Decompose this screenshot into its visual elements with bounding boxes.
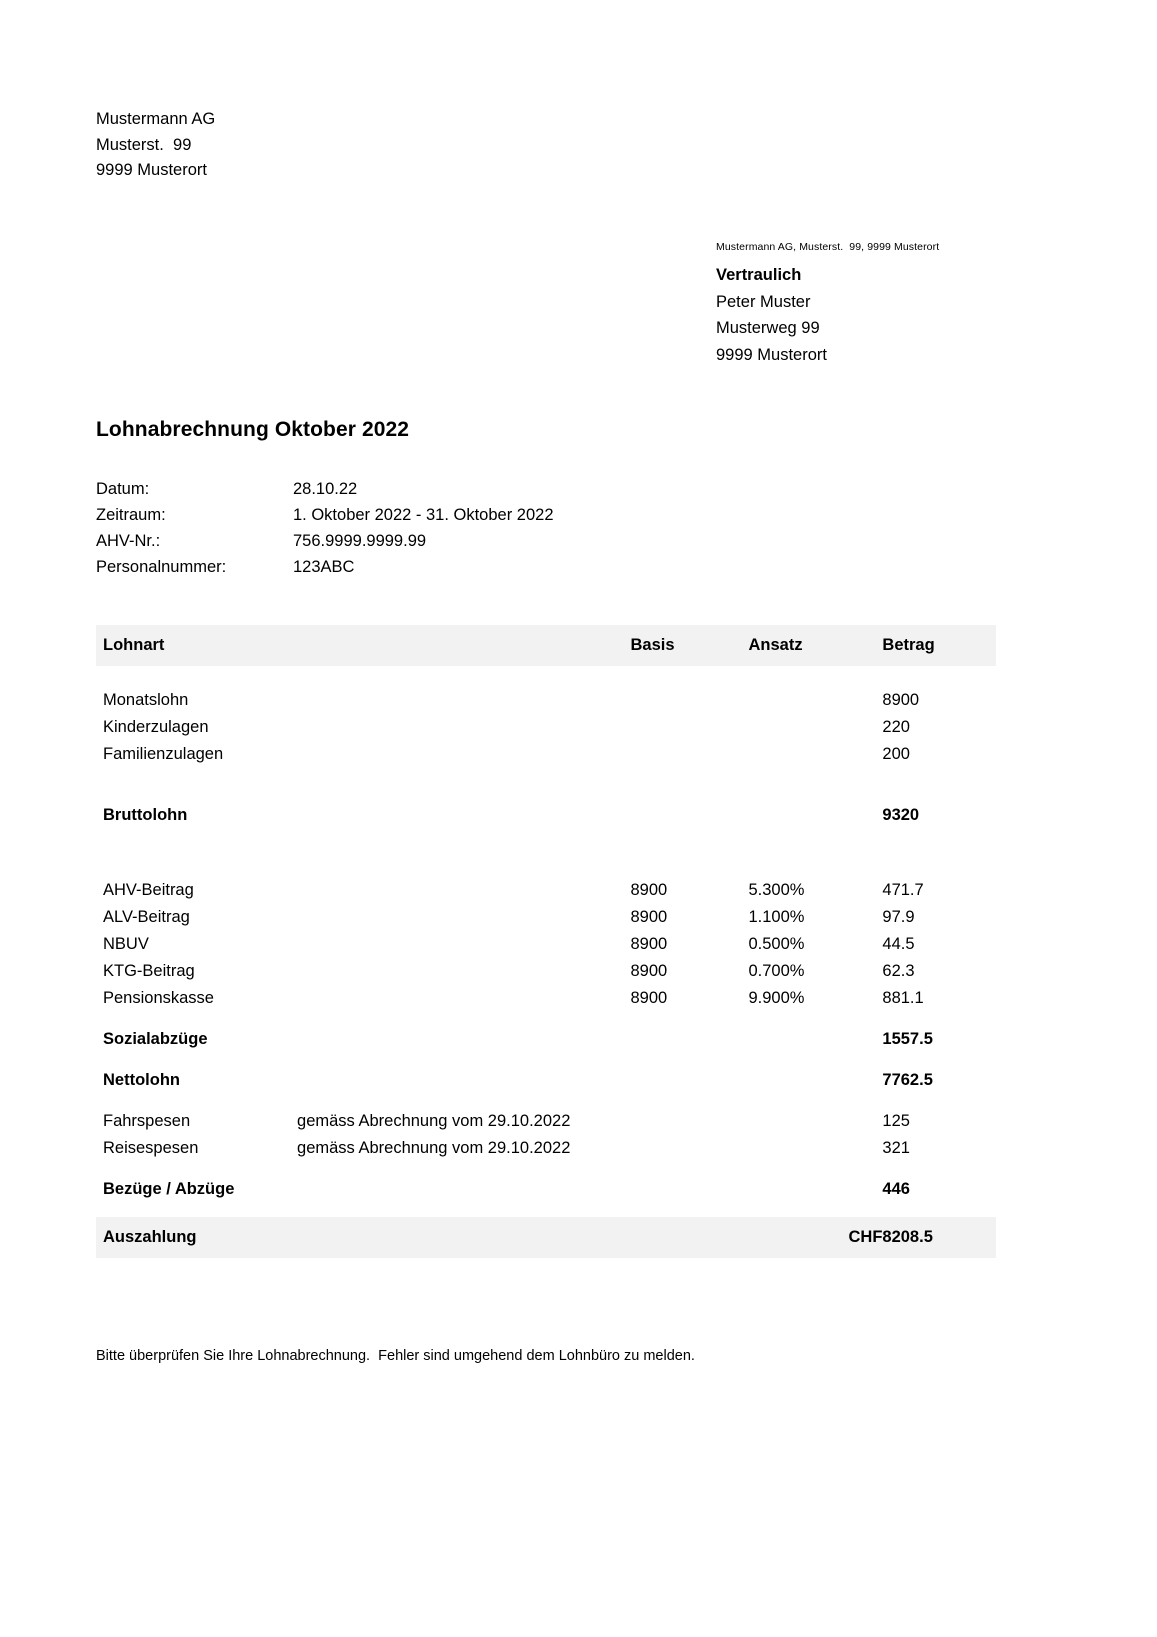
table-row: [96, 985, 996, 1012]
deductions-total-ansatz: [749, 1026, 883, 1053]
row-betrag: 881.1: [882, 989, 924, 1007]
row-basis: 8900: [630, 962, 668, 980]
row-basis: 8900: [630, 989, 668, 1007]
deductions-total-basis: [630, 1026, 748, 1053]
row-ansatz: 9.900%: [748, 989, 805, 1007]
row-label: Fahrspesen: [103, 1112, 191, 1130]
meta-value-datum: 28.10.22: [293, 480, 358, 498]
spacer-cell: [96, 1012, 996, 1026]
return-address-line: Mustermann AG, Musterst. 99, 9999 Musterort: [716, 241, 940, 253]
gross-total-betrag: 9320: [882, 806, 920, 824]
meta-row-personalnummer: [96, 554, 554, 580]
table-row: [96, 741, 996, 768]
row-betrag: 200: [882, 745, 910, 763]
recipient-name: Peter Muster: [716, 292, 811, 311]
expenses-total-description: [297, 1176, 630, 1203]
net-pay-row: [96, 1067, 996, 1094]
net-pay-ansatz: [749, 1067, 883, 1094]
meta-value-personalnummer: 123ABC: [293, 558, 355, 576]
sender-city: 9999 Musterort: [96, 161, 207, 180]
meta-label-datum: Datum:: [96, 480, 150, 498]
gross-total-label: Bruttolohn: [103, 806, 188, 824]
meta-row-zeitraum: [96, 502, 554, 528]
row-label: Reisespesen: [103, 1139, 199, 1157]
spacer-cell: [96, 1094, 996, 1108]
gross-total-row: [96, 802, 996, 829]
column-header-ansatz: Ansatz: [748, 636, 803, 654]
table-row: [96, 877, 996, 904]
spacer-cell: [96, 1162, 996, 1176]
row-description: [297, 958, 630, 985]
table-row: [96, 714, 996, 741]
table-row: [96, 1135, 996, 1162]
row-betrag: 125: [882, 1112, 910, 1130]
row-basis: 8900: [630, 935, 668, 953]
column-header-lohnart: Lohnart: [103, 636, 165, 654]
meta-value-ahv-nr: 756.9999.9999.99: [293, 532, 427, 550]
row-basis: [630, 1108, 748, 1135]
row-basis: [630, 741, 748, 768]
row-betrag: 97.9: [882, 908, 915, 926]
meta-label-personalnummer: Personalnummer:: [96, 558, 227, 576]
row-ansatz: 5.300%: [748, 881, 805, 899]
spacer-cell: [96, 829, 996, 863]
expenses-total-label: Bezüge / Abzüge: [103, 1180, 235, 1198]
row-ansatz: [749, 1108, 883, 1135]
expenses-total-betrag: 446: [882, 1180, 910, 1198]
row-basis: [630, 1135, 748, 1162]
row-label: KTG-Beitrag: [103, 962, 195, 980]
payout-amount: 8208.5: [882, 1228, 933, 1246]
row-basis: [630, 687, 748, 714]
net-pay-betrag: 7762.5: [882, 1071, 933, 1089]
row-basis: 8900: [630, 881, 668, 899]
table-row: [96, 958, 996, 985]
table-row: [96, 931, 996, 958]
table-row: [96, 904, 996, 931]
gross-total-description: [297, 802, 630, 829]
row-description: [297, 877, 630, 904]
expenses-total-basis: [630, 1176, 748, 1203]
row-betrag: 8900: [882, 691, 920, 709]
confidential-label: Vertraulich: [716, 266, 802, 284]
column-header-betrag: Betrag: [882, 636, 935, 654]
sender-address-block: [96, 107, 215, 184]
meta-value-zeitraum: 1. Oktober 2022 - 31. Oktober 2022: [293, 506, 554, 524]
meta-row-datum: [96, 476, 554, 502]
spacer-row: [96, 666, 996, 687]
row-description: [297, 904, 630, 931]
row-description: [297, 741, 630, 768]
net-pay-basis: [630, 1067, 748, 1094]
row-ansatz: [749, 714, 883, 741]
meta-label-ahv-nr: AHV-Nr.:: [96, 532, 161, 550]
row-label: AHV-Beitrag: [103, 881, 194, 899]
payout-basis: [630, 1217, 748, 1258]
meta-row-ahv-nr: [96, 528, 554, 554]
row-betrag: 321: [882, 1139, 910, 1157]
row-description: [297, 931, 630, 958]
deductions-total-betrag: 1557.5: [882, 1030, 933, 1048]
spacer-cell: [96, 666, 996, 687]
recipient-city: 9999 Musterort: [716, 345, 827, 364]
row-label: Kinderzulagen: [103, 718, 209, 736]
table-header-row: [96, 625, 996, 666]
deductions-total-description: [297, 1026, 630, 1053]
footer-note: Bitte überprüfen Sie Ihre Lohnabrechnung. Fehler sind umgehend dem Lohnbüro zu melden.: [96, 1348, 695, 1364]
gross-total-ansatz: [749, 802, 883, 829]
spacer-cell: [96, 1203, 996, 1217]
deductions-total-row: [96, 1026, 996, 1053]
column-header-description: [297, 625, 630, 666]
spacer-row: [96, 768, 996, 802]
row-betrag: 44.5: [882, 935, 915, 953]
row-basis: 8900: [630, 908, 668, 926]
row-ansatz: [749, 687, 883, 714]
row-basis: [630, 714, 748, 741]
expenses-total-row: [96, 1176, 996, 1203]
payslip-metadata: [96, 476, 554, 580]
spacer-row: [96, 1203, 996, 1217]
expenses-total-ansatz: [749, 1176, 883, 1203]
row-betrag: 220: [882, 718, 910, 736]
row-description: [297, 714, 630, 741]
row-ansatz: 0.700%: [748, 962, 805, 980]
spacer-row: [96, 829, 996, 863]
row-label: Monatslohn: [103, 691, 189, 709]
page-title: Lohnabrechnung Oktober 2022: [96, 418, 410, 441]
row-label: Familienzulagen: [103, 745, 224, 763]
net-pay-description: [297, 1067, 630, 1094]
sender-company: Mustermann AG: [96, 110, 216, 128]
row-description: gemäss Abrechnung vom 29.10.2022: [297, 1139, 571, 1157]
spacer-cell: [96, 768, 996, 802]
spacer-row: [96, 863, 996, 877]
payout-currency: CHF: [848, 1228, 883, 1246]
row-ansatz: 1.100%: [748, 908, 805, 926]
payout-description: [297, 1217, 630, 1258]
spacer-row: [96, 1094, 996, 1108]
row-description: [297, 687, 630, 714]
row-betrag: 62.3: [882, 962, 915, 980]
row-label: Pensionskasse: [103, 989, 214, 1007]
payroll-table: [96, 625, 996, 1258]
gross-total-basis: [630, 802, 748, 829]
net-pay-label: Nettolohn: [103, 1071, 180, 1089]
spacer-cell: [96, 1053, 996, 1067]
row-label: ALV-Beitrag: [103, 908, 190, 926]
column-header-basis: Basis: [630, 636, 675, 654]
spacer-cell: [96, 863, 996, 877]
table-row: [96, 687, 996, 714]
row-ansatz: [749, 1135, 883, 1162]
row-ansatz: 0.500%: [748, 935, 805, 953]
spacer-row: [96, 1012, 996, 1026]
sender-street: Musterst. 99: [96, 135, 192, 154]
row-description: gemäss Abrechnung vom 29.10.2022: [297, 1112, 571, 1130]
payout-row: [96, 1217, 996, 1258]
recipient-street: Musterweg 99: [716, 319, 820, 337]
recipient-address-block: [716, 240, 1046, 368]
spacer-row: [96, 1162, 996, 1176]
row-betrag: 471.7: [882, 881, 924, 899]
table-row: [96, 1108, 996, 1135]
payout-label: Auszahlung: [103, 1228, 197, 1246]
row-description: [297, 985, 630, 1012]
row-label: NBUV: [103, 935, 149, 953]
deductions-total-label: Sozialabzüge: [103, 1030, 208, 1048]
spacer-row: [96, 1053, 996, 1067]
meta-label-zeitraum: Zeitraum:: [96, 506, 166, 524]
row-ansatz: [749, 741, 883, 768]
